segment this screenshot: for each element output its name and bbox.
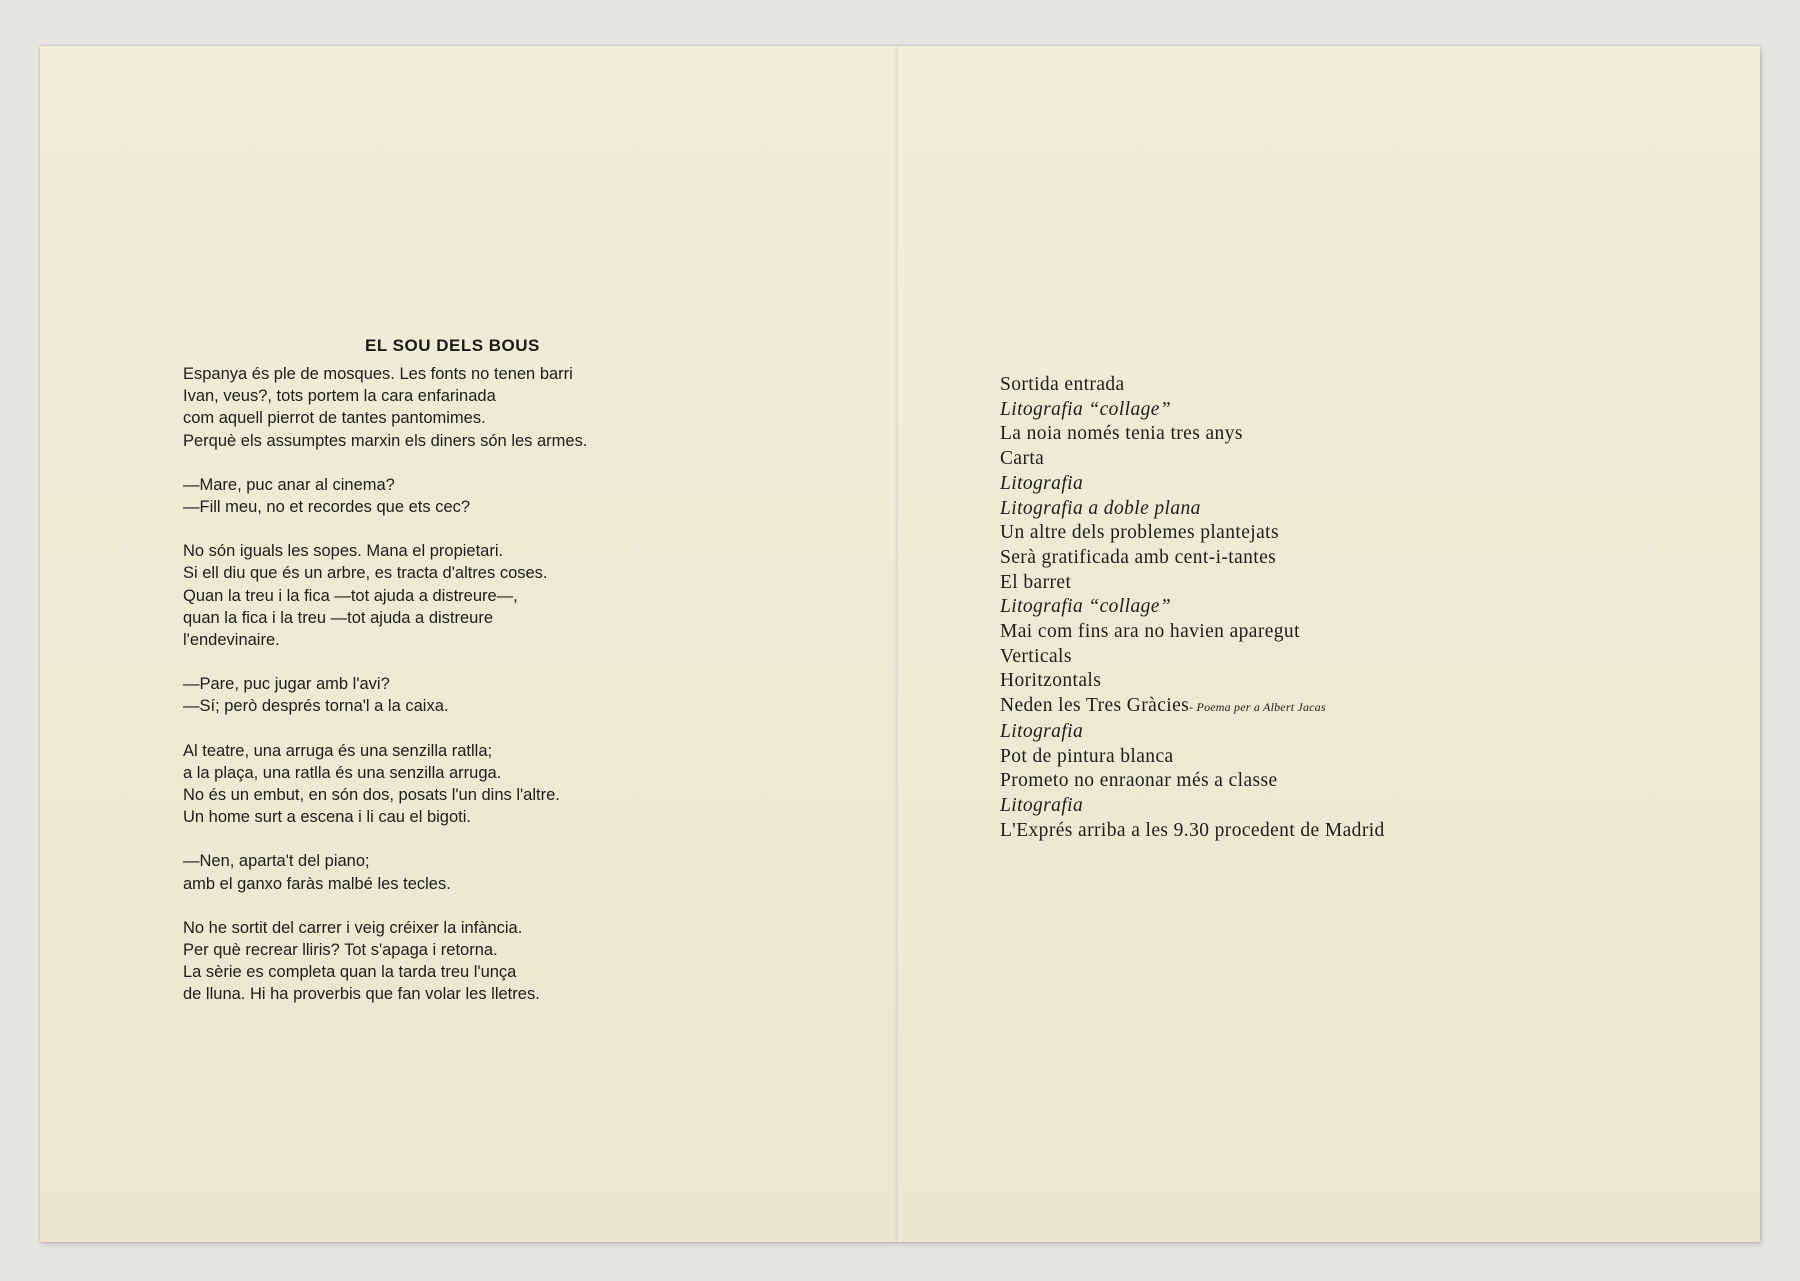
poem-line: de lluna. Hi ha proverbis que fan volar les lletres. [183, 985, 540, 1004]
poem-line: a la plaça, una ratlla és una senzilla arruga. [183, 763, 502, 782]
poem-line: No he sortit del carrer i veig créixer la infància. [183, 918, 523, 937]
poem-line: No és un embut, en són dos, posats l'un dins l'altre. [183, 786, 560, 805]
poem-line: Ivan, veus?, tots portem la cara enfarinada [183, 387, 496, 406]
contents-item [1000, 595, 1385, 620]
poem-line: Perquè els assumptes marxin els diners són les armes. [183, 431, 588, 450]
poem-line: —Pare, puc jugar amb l'avi? [183, 675, 390, 694]
contents-item-title: Prometo no enraonar més a classe [1000, 770, 1278, 792]
poem-line: —Fill meu, no et recordes que ets cec? [183, 498, 471, 517]
contents-item-title: Verticals [1000, 645, 1072, 667]
contents-item [1000, 745, 1385, 770]
poem-title: EL SOU DELS BOUS [365, 336, 540, 355]
poem-line: amb el ganxo faràs malbé les tecles. [183, 874, 451, 893]
poem-stanza [183, 740, 803, 829]
contents-item [1000, 620, 1385, 645]
contents-item [1000, 546, 1385, 571]
poem-line: —Mare, puc anar al cinema? [183, 475, 395, 494]
contents-item [1000, 645, 1385, 670]
contents-item [1000, 373, 1385, 398]
contents-item-title: Serà gratificada amb cent-i-tantes [1000, 546, 1277, 568]
contents-item [1000, 447, 1385, 472]
contents-item-title: Litografia [1000, 720, 1084, 742]
poem-line: Per què recrear lliris? Tot s'apaga i retorna. [183, 941, 498, 960]
poem-line: com aquell pierrot de tantes pantomimes. [183, 409, 486, 428]
contents-item-title: Litografia “collage” [1000, 596, 1172, 618]
contents-list [1000, 373, 1385, 843]
contents-item-title: Litografia [1000, 794, 1084, 816]
contents-item [1000, 669, 1385, 694]
contents-item-title: Horitzontals [1000, 670, 1102, 692]
contents-item [1000, 769, 1385, 794]
poem-stanza [183, 540, 803, 651]
poem-line: Al teatre, una arruga és una senzilla ratlla; [183, 741, 493, 760]
poem-line: quan la fica i la treu —tot ajuda a distreure [183, 608, 494, 627]
contents-item-title: Sortida entrada [1000, 374, 1125, 395]
contents-item-title: El barret [1000, 571, 1072, 593]
contents-item-title: Litografia [1000, 472, 1084, 494]
contents-item [1000, 398, 1385, 423]
contents-item-title: Pot de pintura blanca [1000, 745, 1174, 767]
poem-line: Si ell diu que és un arbre, es tracta d'altres coses. [183, 564, 548, 583]
contents-item-title: Un altre dels problemes plantejats [1000, 522, 1279, 544]
contents-item-dedication: - Poema per a Albert Jacas [1189, 700, 1326, 715]
contents-item [1000, 720, 1385, 745]
contents-item [1000, 694, 1385, 720]
contents-item-title: Mai com fins ara no havien aparegut [1000, 621, 1300, 643]
contents-item [1000, 521, 1385, 546]
contents-item-title: Carta [1000, 448, 1045, 470]
poem-line: Un home surt a escena i li cau el bigoti. [183, 808, 471, 827]
contents-item [1000, 472, 1385, 497]
contents-item-title: L'Exprés arriba a les 9.30 procedent de Madrid [1000, 819, 1385, 841]
poem-line: Quan la treu i la fica —tot ajuda a distreure—, [183, 586, 518, 605]
contents-item [1000, 422, 1385, 447]
contents-item [1000, 497, 1385, 522]
contents-item [1000, 571, 1385, 596]
poem-stanza [183, 673, 803, 717]
poem-stanza [183, 474, 803, 518]
poem-line: No són iguals les sopes. Mana el propietari. [183, 542, 504, 561]
contents-item-title: Neden les Tres Gràcies [1000, 695, 1190, 717]
poem-line: Espanya és ple de mosques. Les fonts no tenen barri [183, 365, 573, 383]
contents-item [1000, 819, 1385, 844]
contents-item-title: La noia només tenia tres anys [1000, 423, 1243, 445]
poem-line: —Sí; però després torna'l a la caixa. [183, 697, 449, 716]
poem-body [183, 363, 803, 1028]
poem-stanza [183, 363, 803, 452]
poem-stanza [183, 850, 803, 894]
poem-line: La sèrie es completa quan la tarda treu l'unça [183, 963, 517, 982]
poem-stanza [183, 917, 803, 1006]
contents-item [1000, 794, 1385, 819]
poem-line: —Nen, aparta't del piano; [183, 852, 370, 871]
contents-item-title: Litografia a doble plana [1000, 497, 1201, 519]
contents-item-title: Litografia “collage” [1000, 398, 1172, 420]
poem-line: l'endevinaire. [183, 631, 280, 650]
